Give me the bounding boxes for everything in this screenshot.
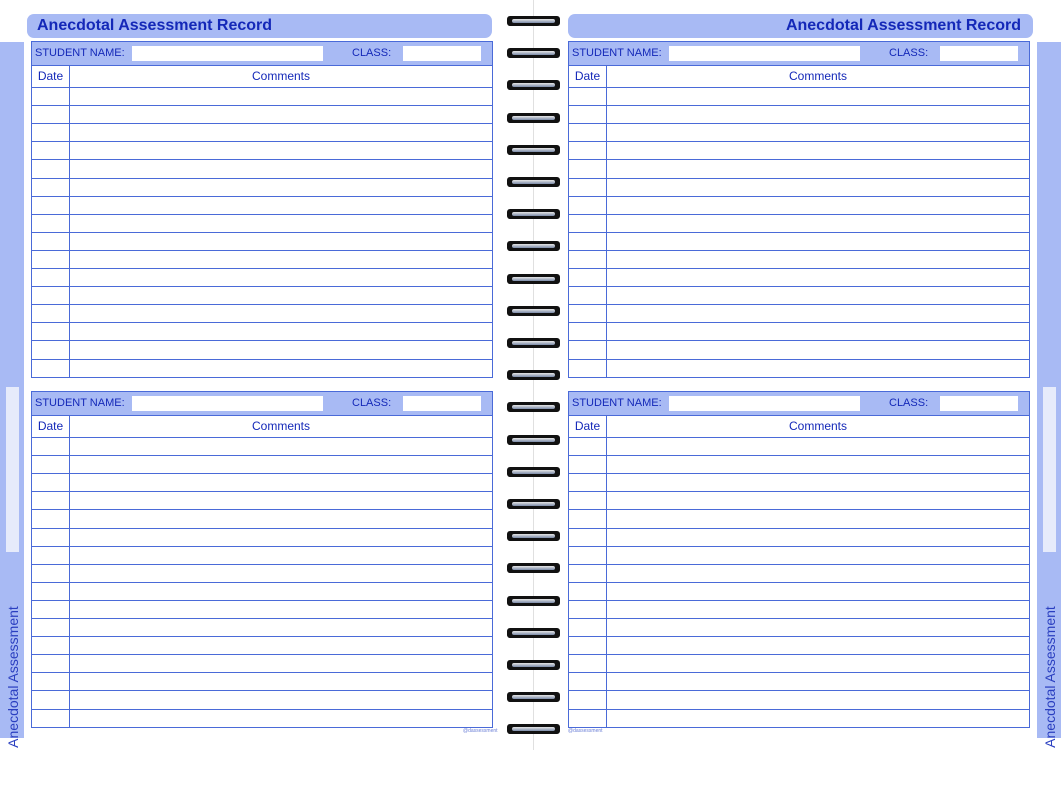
table-row-rule <box>569 455 1029 456</box>
table-row-rule <box>569 123 1029 124</box>
class-field[interactable] <box>403 396 481 411</box>
tab-slot <box>6 387 19 552</box>
class-label: CLASS: <box>889 397 929 409</box>
class-label: CLASS: <box>352 397 392 409</box>
table-row-rule <box>569 672 1029 673</box>
form-header <box>32 392 492 416</box>
binding-ring <box>507 207 560 221</box>
table-row-rule <box>569 340 1029 341</box>
table-row-rule <box>32 340 492 341</box>
table-row-rule <box>569 654 1029 655</box>
table-row-rule <box>569 214 1029 215</box>
binding-ring <box>507 304 560 318</box>
class-label: CLASS: <box>352 47 392 59</box>
class-label: CLASS: <box>889 47 929 59</box>
binding-ring <box>507 529 560 543</box>
comments-column-header: Comments <box>251 419 310 433</box>
comments-column-header: Comments <box>251 69 310 83</box>
binding-ring <box>507 561 560 575</box>
table-row-rule <box>32 214 492 215</box>
left-footer-note: @dassessment <box>463 728 498 734</box>
binding-ring <box>507 722 560 736</box>
form-header <box>32 42 492 66</box>
table-row-rule <box>569 528 1029 529</box>
table-row-rule <box>32 105 492 106</box>
table-row-rule <box>569 105 1029 106</box>
table-row-rule <box>32 672 492 673</box>
table-row-rule <box>32 690 492 691</box>
form-left-top <box>31 41 493 378</box>
right-side-label: Anecdotal Assessment <box>1042 606 1058 748</box>
table-row-rule <box>32 509 492 510</box>
table-row-rule <box>569 709 1029 710</box>
binding-ring <box>507 78 560 92</box>
table-row-rule <box>569 690 1029 691</box>
table-row-rule <box>32 87 492 88</box>
table-row-rule <box>32 709 492 710</box>
table-row-rule <box>32 286 492 287</box>
binding-ring <box>507 594 560 608</box>
student-name-label: STUDENT NAME: <box>572 397 662 409</box>
table-row-rule <box>569 582 1029 583</box>
binding-ring <box>507 14 560 28</box>
binding-ring <box>507 272 560 286</box>
binding-ring <box>507 497 560 511</box>
binding-ring <box>507 400 560 414</box>
table-row-rule <box>32 141 492 142</box>
table-row-rule <box>32 196 492 197</box>
binding-ring <box>507 111 560 125</box>
table-row-rule <box>569 232 1029 233</box>
table-row-rule <box>569 141 1029 142</box>
table-row-rule <box>32 473 492 474</box>
table-row-rule <box>32 250 492 251</box>
date-column-divider <box>69 66 70 377</box>
binding-ring <box>507 368 560 382</box>
student-name-field[interactable] <box>132 46 323 61</box>
table-row-rule <box>32 322 492 323</box>
date-column-header: Date <box>37 419 64 433</box>
date-column-divider <box>606 66 607 377</box>
student-name-label: STUDENT NAME: <box>572 47 662 59</box>
tab-slot <box>1043 387 1056 552</box>
table-row-rule <box>569 564 1029 565</box>
binding-ring <box>507 143 560 157</box>
table-row-rule <box>32 437 492 438</box>
table-row-rule <box>569 286 1029 287</box>
table-row-rule <box>569 491 1029 492</box>
comments-column-header: Comments <box>788 419 847 433</box>
table-row-rule <box>569 268 1029 269</box>
table-row-rule <box>32 268 492 269</box>
right-side-tab <box>1037 42 1061 748</box>
comments-column-header: Comments <box>788 69 847 83</box>
table-row-rule <box>32 304 492 305</box>
class-field[interactable] <box>403 46 481 61</box>
date-column-divider <box>69 416 70 727</box>
binding-ring <box>507 658 560 672</box>
binding-ring <box>507 175 560 189</box>
binding-ring <box>507 46 560 60</box>
form-header <box>569 392 1029 416</box>
date-column-header: Date <box>574 419 601 433</box>
student-name-field[interactable] <box>132 396 323 411</box>
student-name-label: STUDENT NAME: <box>35 397 125 409</box>
date-column-header: Date <box>37 69 64 83</box>
table-row-rule <box>569 322 1029 323</box>
table-row-rule <box>32 654 492 655</box>
table-row-rule <box>32 618 492 619</box>
table-row-rule <box>569 636 1029 637</box>
table-row-rule <box>32 159 492 160</box>
right-footer-note: @dassessment <box>568 728 603 734</box>
table-row-rule <box>569 618 1029 619</box>
left-side-tab <box>0 42 24 748</box>
table-row-rule <box>32 564 492 565</box>
table-row-rule <box>32 232 492 233</box>
table-row-rule <box>569 250 1029 251</box>
table-row-rule <box>32 582 492 583</box>
student-name-label: STUDENT NAME: <box>35 47 125 59</box>
date-column-header: Date <box>574 69 601 83</box>
table-row-rule <box>32 546 492 547</box>
binding-ring <box>507 626 560 640</box>
table-row-rule <box>569 87 1029 88</box>
table-row-rule <box>32 600 492 601</box>
table-row-rule <box>569 159 1029 160</box>
table-row-rule <box>32 491 492 492</box>
table-row-rule <box>569 359 1029 360</box>
binding-ring <box>507 465 560 479</box>
right-page-title: Anecdotal Assessment Record <box>568 14 1033 38</box>
student-name-field[interactable] <box>669 396 860 411</box>
class-field[interactable] <box>940 396 1018 411</box>
form-right-bottom <box>568 391 1030 728</box>
table-row-rule <box>569 546 1029 547</box>
binding-ring <box>507 336 560 350</box>
left-page-title: Anecdotal Assessment Record <box>27 14 492 38</box>
table-row-rule <box>32 528 492 529</box>
table-row-rule <box>569 196 1029 197</box>
binding-ring <box>507 690 560 704</box>
form-right-top <box>568 41 1030 378</box>
table-row-rule <box>32 178 492 179</box>
form-left-bottom <box>31 391 493 728</box>
form-header <box>569 42 1029 66</box>
binding-ring <box>507 433 560 447</box>
left-side-label: Anecdotal Assessment <box>5 606 21 748</box>
table-row-rule <box>32 359 492 360</box>
date-column-divider <box>606 416 607 727</box>
binding-ring <box>507 239 560 253</box>
table-row-rule <box>569 437 1029 438</box>
table-row-rule <box>569 600 1029 601</box>
table-row-rule <box>569 178 1029 179</box>
table-row-rule <box>32 636 492 637</box>
table-row-rule <box>569 304 1029 305</box>
table-row-rule <box>32 123 492 124</box>
student-name-field[interactable] <box>669 46 860 61</box>
table-row-rule <box>569 509 1029 510</box>
table-row-rule <box>32 455 492 456</box>
class-field[interactable] <box>940 46 1018 61</box>
table-row-rule <box>569 473 1029 474</box>
